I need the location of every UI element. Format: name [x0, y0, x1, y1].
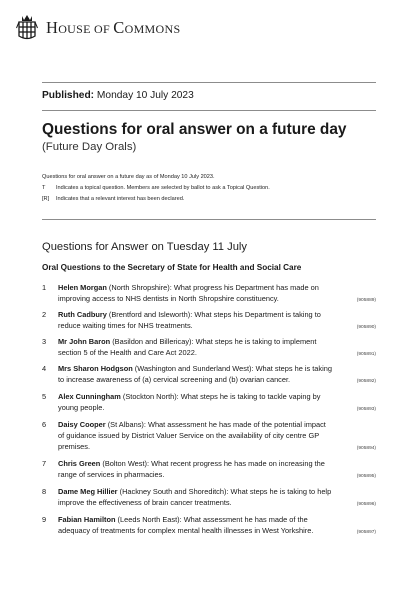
question-text: What steps he is taking to tackle vaping by — [178, 392, 321, 401]
question-id: (905893) — [356, 407, 376, 412]
question-text: What progress his Department has made on — [171, 283, 319, 292]
member-name: Chris Green — [58, 459, 101, 468]
question-number: 4 — [42, 364, 47, 373]
note-symbol: T — [42, 185, 46, 191]
published-date: Monday 10 July 2023 — [96, 90, 194, 101]
question-number: 8 — [42, 487, 47, 496]
question-text: to increase awareness of (a) cervical screening and (b) ovarian cancer. — [58, 375, 291, 384]
published-divider — [42, 110, 376, 111]
question-id: (905892) — [356, 379, 376, 384]
house-of-commons-wordmark: HOUSE OF COMMONS — [46, 18, 181, 37]
member-constituency: (Hackney South and Shoreditch): — [117, 487, 229, 496]
question-id: (905894) — [356, 446, 376, 451]
question-text: What steps he is taking — [253, 364, 332, 373]
published-label: Published: — [42, 90, 95, 101]
member-constituency: (North Shropshire): — [106, 283, 172, 292]
page-title: Questions for oral answer on a future day — [42, 121, 347, 138]
question-text: of guidance issued by District Valuer Service on the availability of city centre GP — [58, 431, 320, 440]
member-constituency: (St Albans): — [105, 420, 146, 429]
question-text: What assessment he has made of the potential impact — [145, 420, 326, 429]
member-name: Ruth Cadbury — [58, 310, 107, 319]
member-constituency: (Washington and Sunderland West): — [132, 364, 254, 373]
question-text: adequacy of treatments for complex mental health illnesses in West Yorkshire. — [58, 526, 314, 535]
question-text: What steps he is taking to implement — [193, 337, 317, 346]
question-number: 5 — [42, 392, 47, 401]
note-item — [42, 196, 372, 202]
question-id: (905891) — [356, 352, 376, 357]
member-constituency: (Bolton West): — [100, 459, 150, 468]
notes-divider — [42, 219, 376, 220]
page-subtitle: (Future Day Orals) — [42, 141, 137, 153]
question-item — [42, 282, 376, 306]
question-item — [42, 486, 376, 510]
question-id: (905897) — [356, 530, 376, 535]
question-item — [42, 309, 376, 333]
page-header — [16, 14, 180, 42]
question-id: (905896) — [356, 502, 376, 507]
member-constituency: (Stockton North): — [120, 392, 179, 401]
question-number: 7 — [42, 459, 47, 468]
question-text: What steps his Department is taking to — [192, 310, 321, 319]
department-heading: Oral Questions to the Secretary of State for Health and Social Care — [42, 263, 302, 272]
published-line — [42, 90, 194, 101]
question-text: section 5 of the Health and Care Act 2022. — [58, 348, 197, 357]
question-id: (905895) — [356, 474, 376, 479]
member-name: Helen Morgan — [58, 283, 107, 292]
member-name: Mrs Sharon Hodgson — [58, 364, 133, 373]
note-text: Indicates a topical question. Members are selected by ballot to ask a Topical Question. — [56, 185, 270, 191]
question-text: range of services in pharmacies. — [58, 470, 165, 479]
question-text: What steps he is taking to help — [228, 487, 332, 496]
question-text: improve the effectiveness of brain cancer treatments. — [58, 498, 232, 507]
notes-section — [42, 174, 372, 207]
question-text: What assessment he has made of the — [181, 515, 308, 524]
note-symbol: [R] — [42, 196, 50, 202]
portcullis-icon — [16, 14, 38, 42]
question-item — [42, 419, 376, 454]
notes-intro: Questions for oral answer on a future day as of Monday 10 July 2023. — [42, 174, 215, 180]
question-item — [42, 363, 376, 387]
question-number: 3 — [42, 337, 47, 346]
question-text: young people. — [58, 403, 105, 412]
member-constituency: (Leeds North East): — [115, 515, 182, 524]
question-number: 6 — [42, 420, 47, 429]
member-name: Daisy Cooper — [58, 420, 106, 429]
member-constituency: (Brentford and Isleworth): — [106, 310, 193, 319]
question-text: What recent progress he has made on increasing the — [149, 459, 325, 468]
question-number: 1 — [42, 283, 47, 292]
question-id: (905890) — [356, 325, 376, 330]
member-name: Alex Cunningham — [58, 392, 121, 401]
day-heading: Questions for Answer on Tuesday 11 July — [42, 241, 248, 253]
note-item — [42, 185, 372, 191]
question-item — [42, 514, 376, 538]
question-text: premises. — [58, 442, 91, 451]
member-name: Dame Meg Hillier — [58, 487, 118, 496]
member-name: Fabian Hamilton — [58, 515, 116, 524]
question-id: (905889) — [356, 298, 376, 303]
member-constituency: (Basildon and Billericay): — [110, 337, 194, 346]
question-item — [42, 391, 376, 415]
question-item — [42, 458, 376, 482]
question-text: reduce waiting times for NHS treatments. — [58, 321, 193, 330]
top-divider — [42, 82, 376, 83]
note-text: Indicates that a relevant interest has been declared. — [56, 196, 185, 202]
question-text: improving access to NHS dentists in North Shropshire constituency. — [58, 294, 279, 303]
member-name: Mr John Baron — [58, 337, 111, 346]
question-item — [42, 336, 376, 360]
question-number: 2 — [42, 310, 47, 319]
question-number: 9 — [42, 515, 47, 524]
